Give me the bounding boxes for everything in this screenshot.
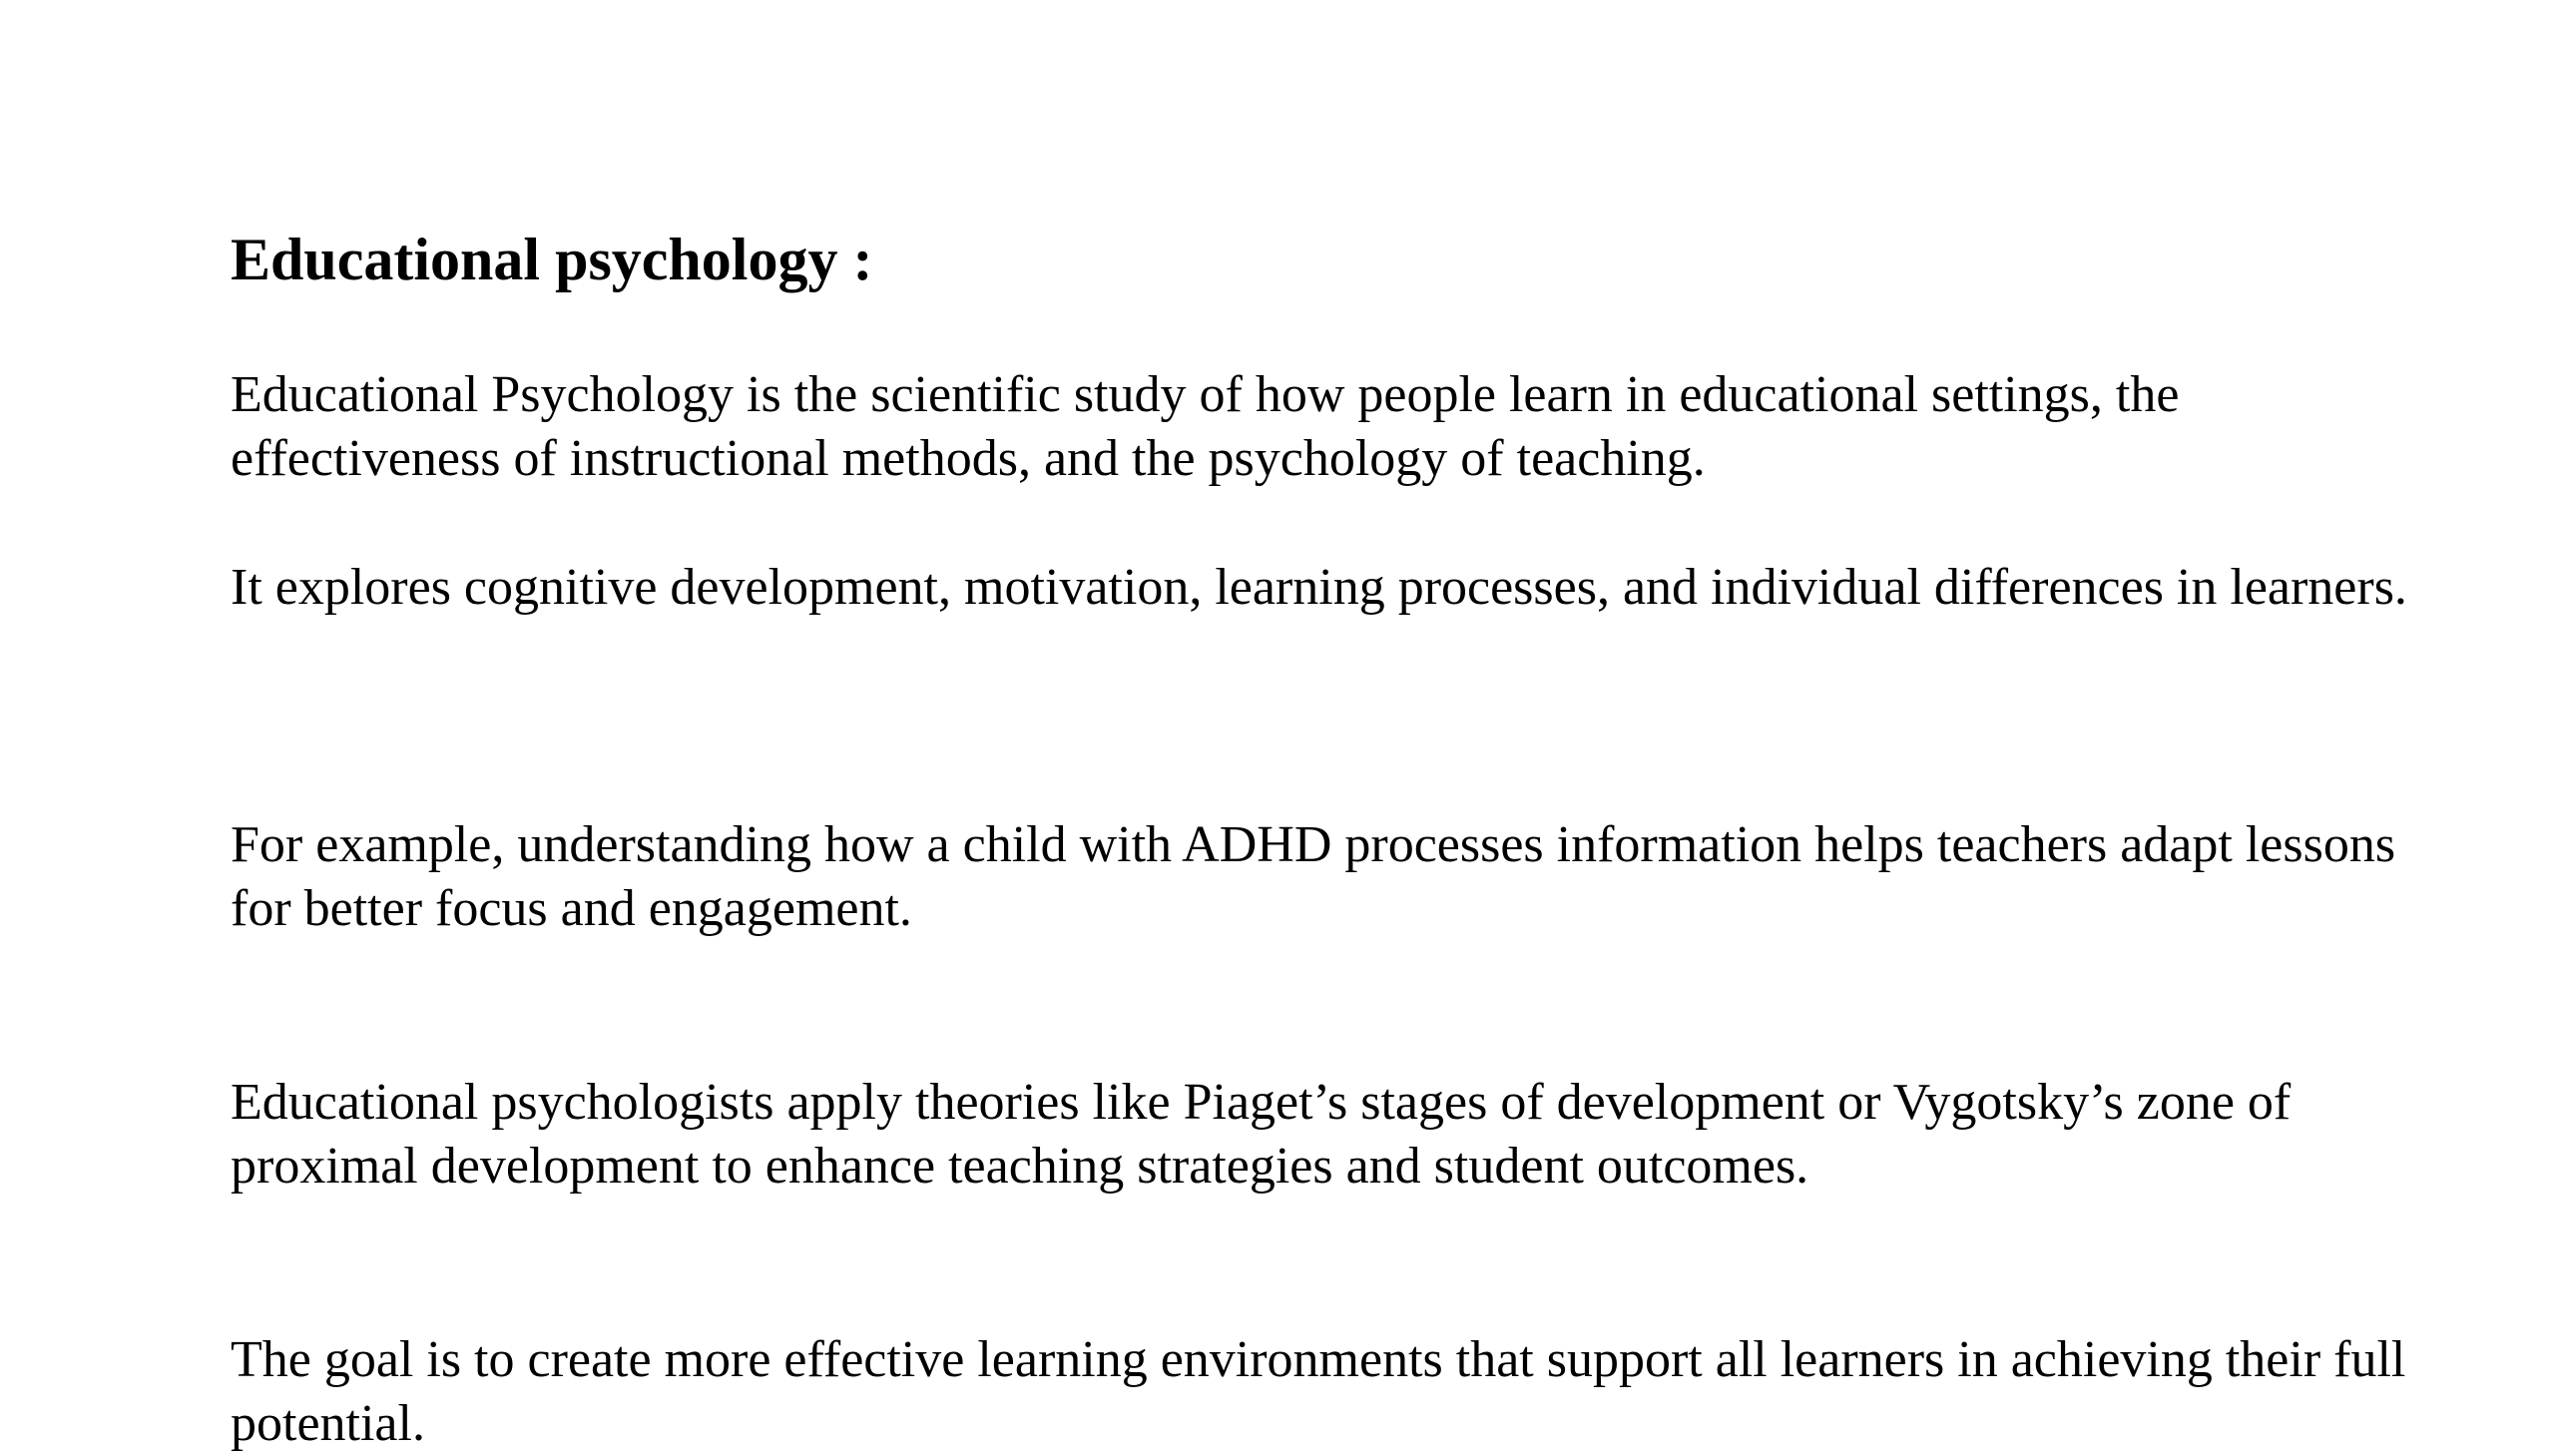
paragraph-definition: Educational Psychology is the scientific study of how people learn in educational settings, the effectiveness of instructional methods, and the psychology of teaching.: [231, 366, 2180, 487]
paragraph-example: For example, understanding how a child with ADHD processes information helps teachers adapt lessons for better focus and engagement.: [231, 816, 2396, 937]
document-heading: Educational psychology :: [231, 227, 873, 292]
paragraph-theories: Educational psychologists apply theories like Piaget’s stages of development or Vygotsky’s zone of proximal development to enhance teaching strategies and student outcomes.: [231, 1074, 2292, 1195]
paragraph-scope: It explores cognitive development, motivation, learning processes, and individual differences in learners.: [231, 559, 2407, 616]
paragraph-goal: The goal is to create more effective learning environments that support all learners in achieving their full potential.: [231, 1331, 2406, 1452]
